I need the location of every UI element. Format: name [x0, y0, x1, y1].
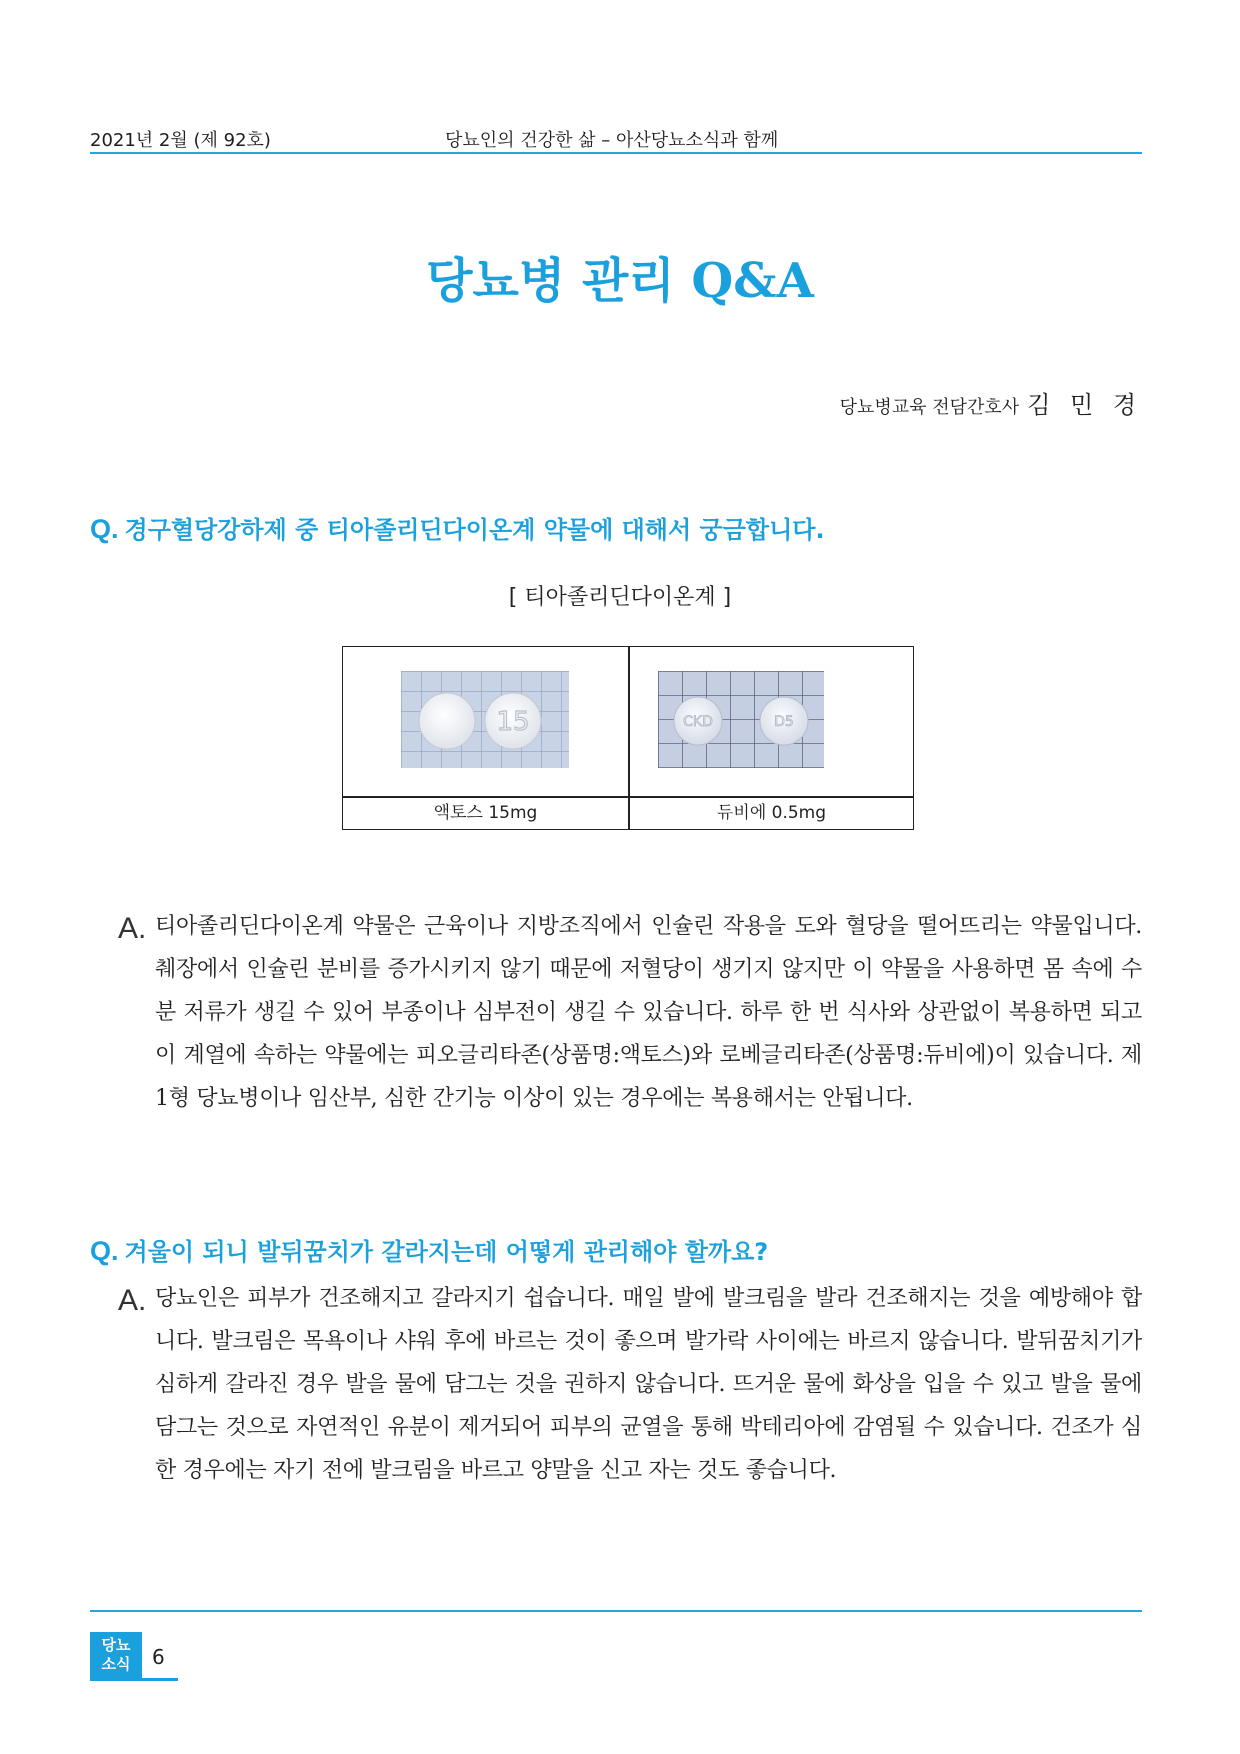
- question-1-mark: Q.: [90, 514, 119, 544]
- footer-rule: [90, 1610, 1142, 1612]
- duvie-pill-image: [658, 671, 824, 768]
- page-number: 6: [152, 1645, 165, 1669]
- footer-badge-line2: 소식: [101, 1655, 131, 1673]
- drug-table: [342, 646, 914, 830]
- answer-1-text: 티아졸리딘다이온계 약물은 근육이나 지방조직에서 인슐린 작용을 도와 혈당을 떨어뜨리는 약물입니다. 췌장에서 인슐린 분비를 증가시키지 않기 때문에 저혈당이 생기지 않지만 이 약물을 사용하면 몸 속에 수분 저류가 생길 수 있어 부종이나 심부전이 생길 수 있습니다. 하루 한 번 식사와 상관없이 복용하면 되고 이 계열에 속하는 약물에는 피오글리타존(상품명:액토스)와 로베글리타존(상품명:듀비에)이 있습니다. 제1형 당뇨병이나 임산부, 심한 간기능 이상이 있는 경우에는 복용해서는 안됩니다.: [155, 914, 1142, 1111]
- drug-label-duvie: 듀비에 0.5mg: [716, 803, 827, 823]
- author-name: 김 민 경: [1027, 391, 1142, 419]
- duvie-imprint-left: CKD: [683, 714, 713, 730]
- answer-2: [118, 1277, 1142, 1492]
- question-2: [90, 1232, 768, 1267]
- author-role: 당뇨병교육 전담간호사: [839, 397, 1020, 418]
- header-rule: [90, 152, 1142, 154]
- duvie-imprint-right: D5: [774, 714, 794, 730]
- answer-2-text: 당뇨인은 피부가 건조해지고 갈라지기 쉽습니다. 매일 발에 발크림을 발라 건조해지는 것을 예방해야 합니다. 발크림은 목욕이나 샤워 후에 바르는 것이 좋으며 발가락 사이에는 바르지 않습니다. 발뒤꿈치기가 심하게 갈라진 경우 발을 물에 담그는 것을 권하지 않습니다. 뜨거운 물에 화상을 입을 수 있고 발을 물에 담그는 것으로 자연적인 유분이 제거되어 피부의 균열을 통해 박테리아에 감염될 수 있습니다. 건조가 심한 경우에는 자기 전에 발크림을 바르고 양말을 신고 자는 것도 좋습니다.: [155, 1286, 1142, 1483]
- actos-pill-image: [401, 671, 569, 768]
- answer-1-mark: A.: [118, 912, 147, 945]
- page-title: 당뇨병 관리 Q&A: [426, 253, 814, 309]
- footer-underline: [90, 1678, 178, 1681]
- author-byline: [840, 385, 1142, 420]
- question-2-text: 겨울이 되니 발뒤꿈치가 갈라지는데 어떻게 관리해야 할까요?: [124, 1238, 769, 1266]
- question-1-text: 경구혈당강하제 중 티아졸리딘다이온계 약물에 대해서 궁금합니다.: [124, 516, 825, 544]
- answer-1: [118, 905, 1142, 1120]
- footer-badge-line1: 당뇨: [101, 1636, 131, 1654]
- footer-badge: [90, 1632, 142, 1678]
- actos-imprint: 15: [496, 707, 530, 737]
- answer-2-mark: A.: [118, 1284, 147, 1317]
- header-publication: 당뇨인의 건강한 삶 – 아산당뇨소식과 함께: [445, 130, 779, 151]
- question-2-mark: Q.: [90, 1236, 119, 1266]
- question-1: [90, 510, 825, 545]
- figure-caption: [ 티아졸리딘다이온계 ]: [508, 585, 732, 610]
- drug-label-actos: 액토스 15mg: [433, 803, 538, 823]
- header-issue: 2021년 2월 (제 92호): [90, 130, 271, 151]
